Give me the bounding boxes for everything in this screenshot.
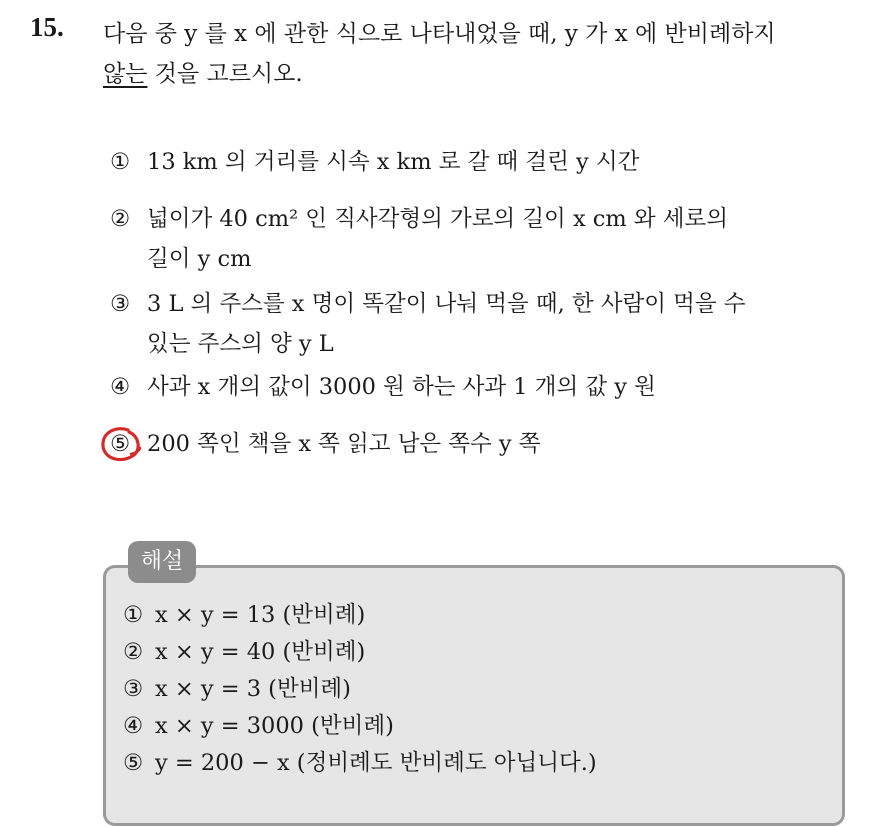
- explanation-line-3: [123, 671, 597, 708]
- explanation-line-1-number: ①: [123, 602, 144, 628]
- choice-1[interactable]: [110, 142, 639, 182]
- explanation-tag: 해설: [128, 541, 196, 583]
- choice-4-number: ④: [110, 374, 131, 400]
- explanation-line-4-number: ④: [123, 713, 144, 739]
- stem-emphasis-underline: 않는: [103, 61, 148, 87]
- choice-2-text-line2: 길이 y cm: [147, 246, 252, 272]
- explanation-line-2: [123, 634, 597, 671]
- explanation-line-5-number: ⑤: [123, 750, 144, 776]
- explanation-line-3-text: x × y = 3 (반비례): [155, 676, 351, 702]
- explanation-line-1-text: x × y = 13 (반비례): [155, 602, 366, 628]
- choice-3-text-line2: 있는 주스의 양 y L: [147, 331, 334, 357]
- stem-line-2-rest: 것을 고르시오.: [147, 61, 303, 87]
- choice-3-text-line1: 3 L 의 주스를 x 명이 똑같이 나눠 먹을 때, 한 사람이 먹을 수: [147, 291, 746, 317]
- explanation-line-2-text: x × y = 40 (반비례): [155, 639, 366, 665]
- choice-4-text: 사과 x 개의 값이 3000 원 하는 사과 1 개의 값 y 원: [147, 374, 656, 400]
- choice-1-text: 13 km 의 거리를 시속 x km 로 갈 때 걸린 y 시간: [147, 149, 640, 175]
- choice-2-number: ②: [110, 206, 131, 232]
- explanation-lines: [123, 597, 597, 782]
- choice-1-number: ①: [110, 149, 131, 175]
- choice-2[interactable]: [110, 199, 728, 279]
- choice-2-text-line1: 넓이가 40 cm² 인 직사각형의 가로의 길이 x cm 와 세로의: [147, 206, 728, 232]
- explanation-line-3-number: ③: [123, 676, 144, 702]
- choice-4[interactable]: [110, 367, 656, 407]
- question-number: 15.: [30, 12, 64, 42]
- stem-line-1: 다음 중 y 를 x 에 관한 식으로 나타내었을 때, y 가 x 에 반비례하지: [103, 21, 776, 47]
- explanation-line-4-text: x × y = 3000 (반비례): [155, 713, 394, 739]
- choice-5-text: 200 쪽인 책을 x 쪽 읽고 남은 쪽수 y 쪽: [147, 431, 541, 457]
- question-stem: [103, 14, 873, 94]
- choice-3-number: ③: [110, 291, 131, 317]
- choice-5-number: ⑤: [110, 431, 131, 457]
- explanation-line-4: [123, 708, 597, 745]
- explanation-line-5: [123, 745, 597, 782]
- answer-circle-mark: [98, 424, 146, 464]
- explanation-line-1: [123, 597, 597, 634]
- explanation-line-2-number: ②: [123, 639, 144, 665]
- explanation-line-5-text: y = 200 − x (정비례도 반비례도 아닙니다.): [155, 750, 597, 776]
- choice-5[interactable]: [110, 424, 541, 464]
- choice-3[interactable]: [110, 284, 746, 364]
- stem-line-2: [103, 54, 873, 94]
